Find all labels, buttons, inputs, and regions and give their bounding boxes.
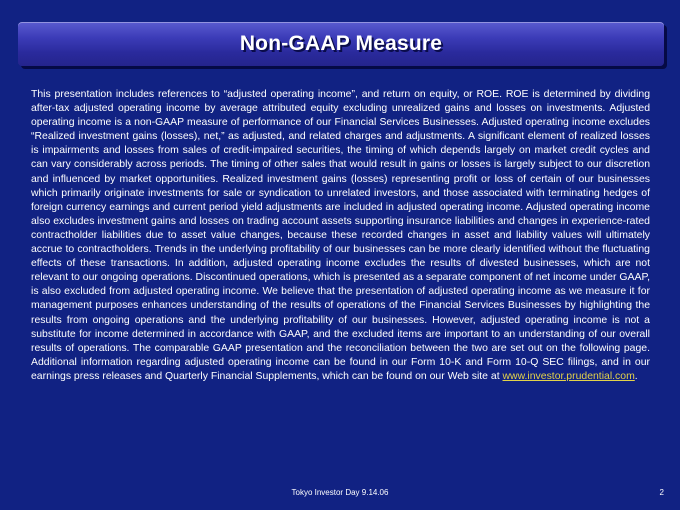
title-bar [18,22,664,66]
body-paragraph [31,88,650,384]
footer-event-label: Tokyo Investor Day 9.14.06 [291,488,389,497]
page-number: 2 [659,488,664,497]
body-text-end: . [634,370,638,382]
investor-website-link[interactable]: www.investor.prudential.com [502,370,635,382]
slide-title: Non-GAAP Measure [239,32,443,55]
body-text-main: This presentation includes references to “adjusted operating income”, and return on equity, or ROE. ROE is determined by dividing after-tax adjusted operating income by average attributed equity excluding unrealized gains and losses on investments. Adjusted operating income is a non-GAAP measure of performance of our Financial Services Businesses. Adjusted operating income excludes “Realized investment gains (losses), net,” as adjusted, and related charges and adjustments. A significant element of realized losses is impairments and losses from sales of credit-impaired securities, the timing of which depends largely on market credit cycles and can vary considerably across periods. The timing of other sales that would result in gains or losses is largely subject to our discretion and influenced by market opportunities. Realized investment gains (losses) representing profit or loss of certain of our businesses which primarily originate investments for sale or syndication to unrelated investors, and those associated with terminating hedges of foreign currency earnings and current period yield adjustments are included in adjusted operating income. Adjusted operating income also excludes investment gains and losses on trading account assets supporting insurance liabilities and changes in experience-rated contractholder liabilities due to asset value changes, because these recorded changes in asset and liability values will ultimately accrue to contractholders. Trends in the underlying profitability of our businesses can be more clearly identified without the fluctuating effects of these transactions. In addition, adjusted operating income excludes the results of divested businesses, which are not relevant to our ongoing operations. Discontinued operations, which is presented as a separate component of net income under GAAP, is also excluded from adjusted operating income. We believe that the presentation of adjusted operating income as we measure it for management purposes enhances understanding of the results of operations of the Financial Services Businesses by highlighting the results from ongoing operations and the underlying profitability of our businesses. However, adjusted operating income is not a substitute for income determined in accordance with GAAP, and the excluded items are important to an understanding of our overall results of operations. The comparable GAAP presentation and the reconciliation between the two are set out on the following page. Additional information regarding adjusted operating income can be found in our Form 10-K and Form 10-Q SEC filings, and in our earnings press releases and Quarterly Financial Supplements, which can be found on our Web site at [31,89,650,382]
